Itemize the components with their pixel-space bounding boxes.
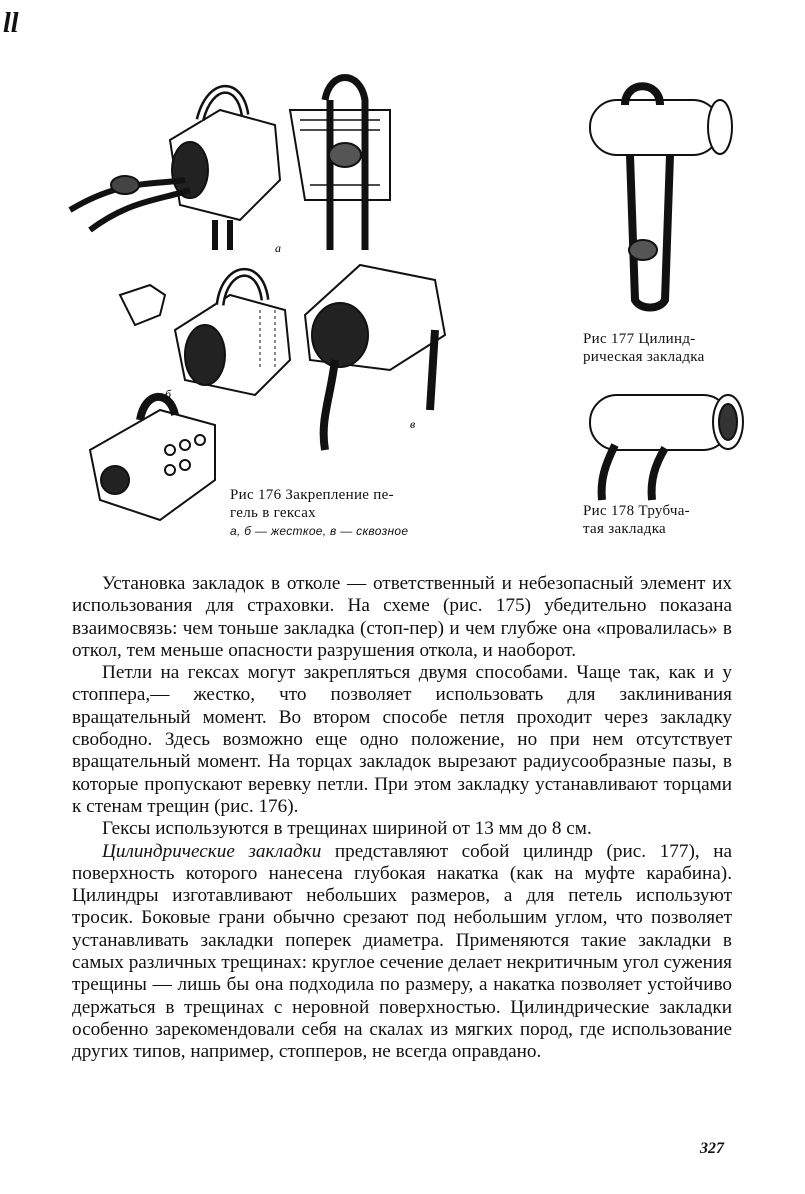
fig177-caption — [583, 330, 783, 366]
body-text — [72, 573, 732, 1064]
fig176-caption-sub: а, б — жесткое, в — сквозное — [230, 524, 409, 538]
page-number: 327 — [700, 1140, 724, 1157]
fig176b-hex — [120, 272, 290, 395]
paragraph-4-italic: Цилиндрические закладки — [102, 840, 322, 862]
fig176-hex-drilled — [90, 397, 215, 520]
fig178-caption-line1: Рис 178 Трубча- — [583, 503, 690, 519]
paragraph-2: Петли на гексах могут закрепляться двумя способами. Чаще так, как и у стоппера,— жестко, что позволяет использовать для заклинивания вращательный момент. Во втором способе петля проходит через закладку свободно. Здесь возможно еще одно положение, но при нем отсутствует вращательный момент. На торцах закладок вырезают радиусообразные пазы, в которые пропускают веревку петли. При этом закладку устанавливают торцами к стенам трещин (рис. 176). — [72, 662, 732, 817]
paragraph-4 — [72, 841, 732, 1064]
fig177-cylinder — [590, 86, 732, 307]
corner-mark: ll — [3, 8, 19, 39]
fig176-label-c: в — [410, 417, 416, 431]
fig177-caption-line1: Рис 177 Цилинд- — [583, 331, 696, 347]
fig176-caption-line1: Рис 176 Закрепление пе- — [230, 487, 394, 503]
fig178-caption — [583, 502, 783, 538]
fig176-caption-line2: гель в гексах — [230, 505, 316, 521]
paragraph-4-rest: представляют собой цилиндр (рис. 177), на поверхность которого нанесена глубокая накатка (как на муфте карабина). Цилиндры изготавливают небольших размеров, а для петель используют тросик. Боковые грани обычно срезают под небольшим углом, что позволяет устанавливать закладки поперек диаметра. Применяются такие закладки в самых различных трещинах: круглое сечение делает некритичным угол сужения трещины — лишь бы она подходила по размеру, а накатка позволяет устойчиво держаться в трещинах с неровной поверхностью. Цилиндрические закладки особенно зарекомендовали себя на скалах из мягких пород, где использование других типов, например, стопперов, не всегда оправдано. — [72, 840, 732, 1063]
paragraph-3: Гексы используются в трещинах шириной от 13 мм до 8 см. — [102, 818, 592, 840]
fig177-caption-line2: рическая закладка — [583, 349, 705, 365]
figure-illustrations — [60, 70, 760, 550]
fig178-caption-line2: тая закладка — [583, 521, 667, 537]
fig176-caption — [230, 486, 470, 540]
fig176a-hex-knot — [70, 89, 280, 250]
fig176-label-a: а — [275, 241, 281, 255]
fig176a-block-knot — [290, 78, 390, 251]
fig176c-hex-through — [305, 265, 445, 450]
fig176-label-b: б — [165, 387, 172, 401]
paragraph-1: Установка закладок в отколе — ответственный и небезопасный элемент их использования для страховки. На схеме (рис. 175) убедительно показана взаимосвязь: чем тоньше закладка (стоп-пер) и чем глубже она «провалилась» в откол, тем меньше опасности разрушения откола, и наоборот. — [72, 573, 732, 661]
fig178-tube — [590, 395, 743, 500]
